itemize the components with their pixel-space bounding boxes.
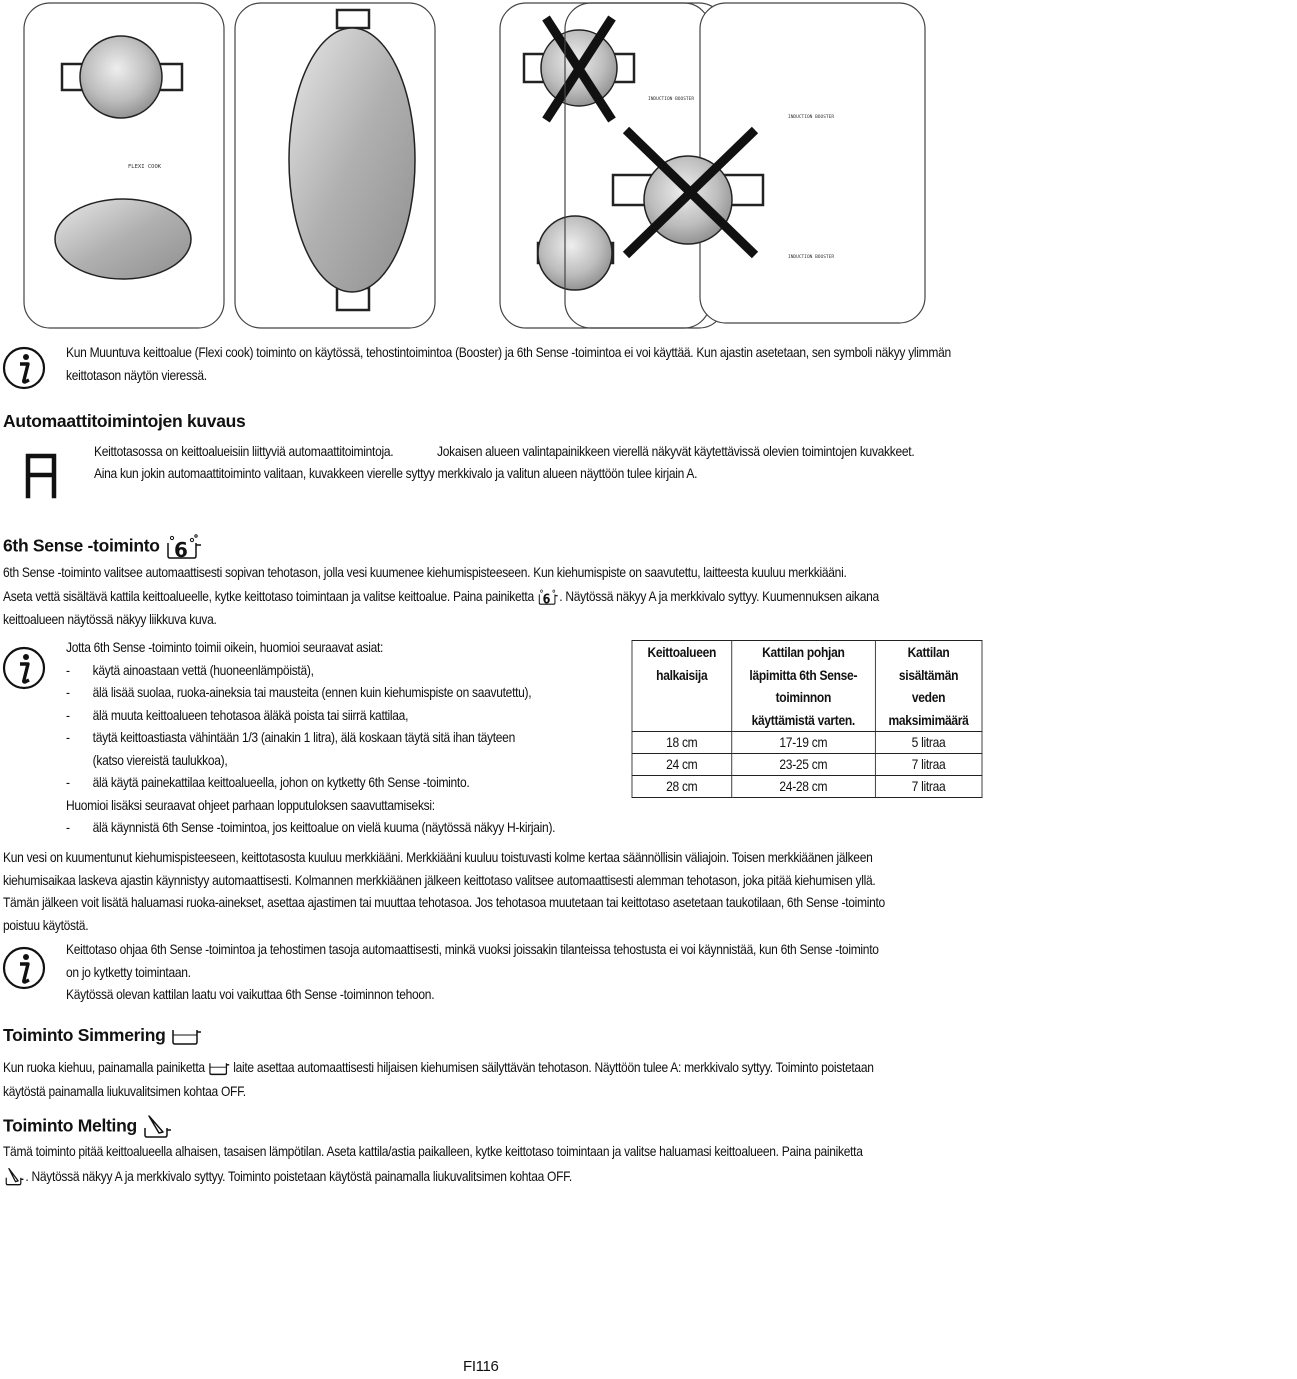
note-intro: Jotta 6th Sense -toiminto toimii oikein, huomioi seuraavat asiat: [66,639,384,655]
flexi-cook-label-1: FLEXI COOK [128,164,162,170]
list-item: - käytä ainoastaan vettä (huoneenlämpöistä), [66,661,314,678]
pot-size-table [632,640,983,798]
melting-title-text: Toiminto Melting [3,1115,137,1136]
list-item: - älä lisää suolaa, ruoka-aineksia tai mausteita (ennen kuin kiehumispiste on saavutettu), [66,684,532,700]
after-line: Kun vesi on kuumentunut kiehumispisteeseen, keittotasosta kuuluu merkkiääni. Merkkiääni kuuluu toistuvasti kolme kertaa säännöllisin väliajoin. Toisen merkkiäänen jälkeen [3,849,873,865]
page-number: FI116 [463,1358,499,1375]
table-cell: 23-25 cm [732,754,876,776]
note2-line: Keittotaso ohjaa 6th Sense -toimintoa ja tehostimen tasoja automaattisesti, minkä vuoksi joissakin tilanteissa tehostusta ei voi käynnistää, kun 6th Sense -toiminto [66,941,879,957]
melting-line2 [3,1165,958,1188]
simmering-pot-icon [170,1026,202,1046]
after-line: kiehumisaikaa laskeva ajastin käynnistyy automaattisesti. Kolmannen merkkiäänen jälkeen keittotaso valitsee automaattisesti alemman tehotason, joka pitää kiehumisen yllä. [3,871,876,888]
note2-line: Käytössä olevan kattilan laatu voi vaikuttaa 6th Sense -toiminnon tehoon. [66,986,435,1002]
sixth-sense-p2b: . Näytössä näkyy A ja merkkivalo syttyy. Kuumennuksen aikana [559,588,879,604]
melting-l2: . Näytössä näkyy A ja merkkivalo syttyy. Toiminto poistetaan käytöstä painamalla liukuvalitsimen kohtaa OFF. [25,1168,572,1184]
simmering-button-icon [208,1060,230,1076]
extra-intro: Huomioi lisäksi seuraavat ohjeet parhaan lopputuloksen saavuttamiseksi: [66,796,435,813]
table-cell: 28 cm [632,776,732,798]
booster-label-1: INDUCTION BOOSTER [648,97,695,102]
auto-section-title: Automaattitoimintojen kuvaus [3,411,246,431]
list-item: - älä käytä painekattilaa keittoalueella, johon on kytketty 6th Sense -toiminto. [66,774,470,790]
sixth-sense-pot-icon [164,534,204,560]
table-cell: 24 cm [632,754,732,776]
note2-line: on jo kytketty toimintaan. [66,963,191,980]
simmering-line2: käytöstä painamalla liukuvalitsimen kohtaa OFF. [3,1083,246,1099]
table-header-pot-base: Kattilan pohjan läpimitta 6th Sense- toiminnon käyttämistä varten. [732,641,876,732]
table-row [632,776,982,798]
info-icon [2,346,46,390]
hob-panel-2 [235,3,435,328]
booster-label-2: INDUCTION BOOSTER [788,115,835,120]
sixth-sense-title [3,534,204,560]
sixth-sense-p2-line1 [3,585,958,608]
display-letter-a-icon [25,452,57,498]
after-line: Tämän jälkeen voit lisätä haluamasi ruoka-ainekset, asettaa ajastimen tai muuttaa tehotasoa. Jos tehotasoa muutetaan tai keittotaso asetetaan taukotilaan, 6th Sense -toiminto [3,894,885,910]
auto-line-1: Keittotasossa on keittoalueisiin liittyviä automaattitoimintoja. [94,443,394,459]
table-cell: 7 litraa [875,754,982,776]
melting-line1: Tämä toiminto pitää keittoalueella alhaisen, tasaisen lämpötilan. Aseta kattila/astia paikalleen, kytke keittotaso toimintaan ja valitse haluamasi keittoalueen. Paina painiketta [3,1143,863,1159]
after-line: poistuu käytöstä. [3,916,89,933]
simmering-l1a: Kun ruoka kiehuu, painamalla painiketta [3,1059,205,1075]
auto-line-2: Jokaisen alueen valintapainikkeen vierellä näkyvät käytettävissä olevien toimintojen kuvakkeet. [437,443,915,459]
sixth-sense-p2c: keittoalueen näytössä näkyy liikkuva kuva. [3,611,217,627]
table-header-diameter: Keittoalueen halkaisija [632,641,732,732]
melting-icon [141,1114,173,1140]
simmering-l1b: laite asettaa automaattisesti hiljaisen kiehumisen säilyttävän tehotason. Näyttöön tulee A: merkkivalo syttyy. Toiminto poistetaan [233,1059,874,1075]
sixth-sense-notes [66,636,616,839]
simmering-title [3,1025,202,1046]
svg-text:6: 6 [174,538,188,562]
table-cell: 17-19 cm [732,732,876,754]
sixth-sense-p2a: Aseta vettä sisältävä kattila keittoalueelle, kytke keittotaso toimintaan ja valitse keittoalue. Paina painiketta [3,588,534,604]
info-icon-2 [2,646,46,690]
table-cell: 5 litraa [875,732,982,754]
table-header-row [632,641,982,732]
sixth-sense-title-text: 6th Sense -toiminto [3,535,160,556]
list-item: - täytä keittoastiasta vähintään 1/3 (ainakin 1 litra), älä koskaan täytä sitä ihan täyteen [66,729,515,745]
table-cell: 24-28 cm [732,776,876,798]
hob-panel-1 [24,3,224,328]
simmering-line1 [3,1056,958,1079]
sixth-sense-note2 [66,938,960,1006]
table-cell: 7 litraa [875,776,982,798]
sixth-sense-after [3,846,958,936]
auto-line-3: Aina kun jokin automaattitoiminto valitaan, kuvakkeen vierelle syttyy merkkivalo ja valitun alueen näyttöön tulee kirjain A. [94,465,698,481]
melting-button-icon [3,1167,25,1187]
melting-title [3,1114,173,1140]
sixth-sense-p1: 6th Sense -toiminto valitsee automaattisesti sopivan tehotason, jolla vesi kuumenee kiehumispisteeseen. Kun kiehumispiste on saavutettu, laitteesta kuuluu merkkiääni. [3,564,847,580]
table-cell: 18 cm [632,732,732,754]
table-row [632,732,982,754]
oval-pan-bottom [55,199,191,279]
intro-note: Kun Muuntuva keittoalue (Flexi cook) toiminto on käytössä, tehostintoimintoa (Booster) ja 6th Sense -toimintoa ei voi käyttää. Kun ajastin asetetaan, sen symboli näkyy ylimmän keittotason näytön vieressä. [66,344,951,383]
info-icon-3 [2,946,46,990]
table-header-water-max: Kattilan sisältämän veden maksimimäärä [875,641,982,732]
hob-illustration [0,0,960,330]
list-item-continued: (katso viereistä taulukkoa), [92,751,228,768]
booster-label-3: INDUCTION BOOSTER [788,255,835,260]
pot-bottom-panel-3 [538,216,613,290]
list-item: - älä muuta keittoalueen tehotasoa äläkä poista tai siirrä kattilaa, [66,706,409,723]
simmering-title-text: Toiminto Simmering [3,1025,166,1045]
table-row [632,754,982,776]
svg-text:6: 6 [542,592,551,608]
list-item: - älä käynnistä 6th Sense -toimintoa, jos keittoalue on vielä kuuma (näytössä näkyy H-kirjain). [66,819,556,835]
sixth-sense-button-icon [537,588,559,606]
